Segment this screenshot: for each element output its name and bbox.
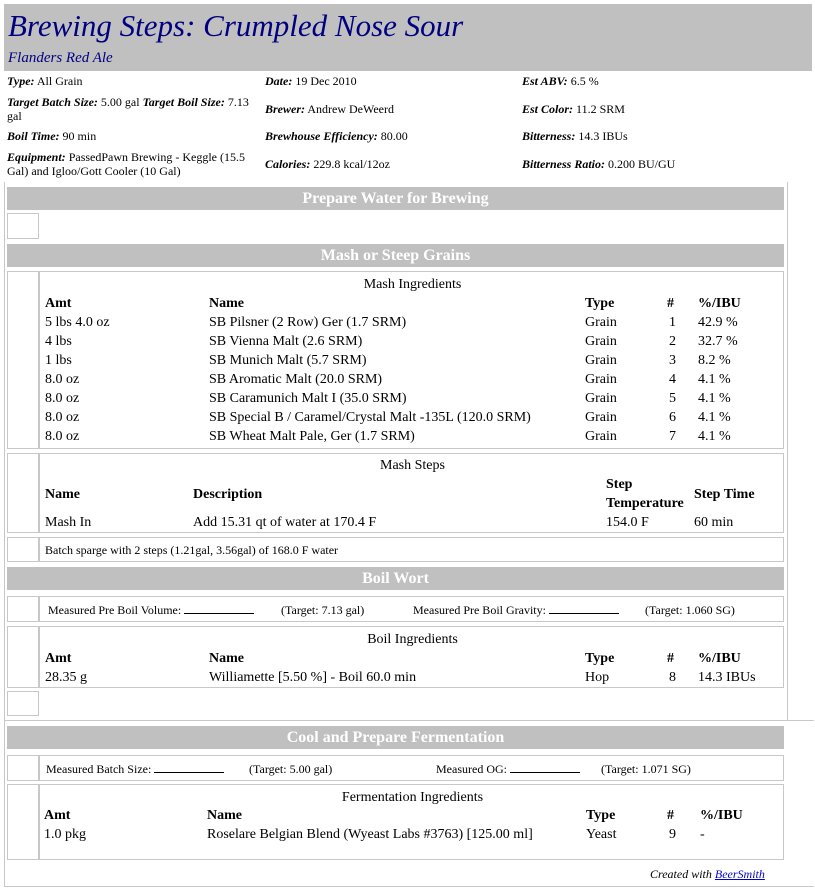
measured-batch-size: Measured Batch Size: [46,762,224,777]
col-type: Type [586,808,616,823]
col-name: Name [209,651,244,666]
col-type: Type [585,296,615,311]
info-color: Est Color: 11.2 SRM [522,102,625,116]
page-title: Brewing Steps: Crumpled Nose Sour [8,8,464,43]
section-boil: Boil Wort [7,567,784,590]
measured-og-target: (Target: 1.071 SG) [601,762,691,776]
col-pct: %/IBU [700,808,743,823]
col-name: Name [207,808,242,823]
info-batch-size: Target Batch Size: 5.00 gal Target Boil Size: 7.13 gal [7,95,249,123]
ferm-measure-checkbox[interactable] [7,755,39,781]
ferm-ingredients-table: Fermentation Ingredients Amt Name Type # %/IBU 1.0 pkg Roselare Belgian Blend (Wyeast Labs #3763) [125.00 ml] Yeast 9 - [39,784,784,860]
pre-boil-gravity-blank[interactable] [549,613,619,614]
mash-ingredients-checkbox[interactable] [7,271,39,449]
info-boil-time: Boil Time: 90 min [7,129,97,143]
mash-steps-checkbox[interactable] [7,453,39,533]
pre-boil-gravity: Measured Pre Boil Gravity: [413,603,619,618]
frame-left [4,182,5,720]
section-cool: Cool and Prepare Fermentation [7,726,784,749]
beersmith-link[interactable]: BeerSmith [714,867,765,881]
col-amt: Amt [44,808,71,823]
pre-boil-volume-target: (Target: 7.13 gal) [281,603,365,617]
mash-steps-table: Mash Steps Name Description Step Temperature Step Time Mash In Add 15.31 qt of water at 170.4 F 154.0 F 60 min [39,453,784,533]
col-name: Name [209,296,244,311]
frame-right [787,182,788,720]
mash-ingredients-title: Mash Ingredients [363,277,462,292]
col-step-time: Step Time [694,487,755,502]
sparge-text: Batch sparge with 2 steps (1.21gal, 3.56gal) of 168.0 F water [45,543,339,557]
col-amt: Amt [45,296,72,311]
mash-ingredients-table: Mash Ingredients Amt Name Type # %/IBU 5 lbs 4.0 oz SB Pilsner (2 Row) Ger (1.7 SRM) Grain 1 42.9 % 4 lbs SB Vienna Malt (2.6 SRM) Grain 2 32.7 % 1 lbs SB Munich Malt (5.7 SRM) Grain 3 8.2 % 8.0 oz SB Aromatic Malt (20.0 SRM) Grain 4 4.1 % 8.0 oz SB Caramunich Malt I (35.0 SRM) Grain 5 4.1 % 8.0 oz SB Special B / Caramel/Crystal Malt -135L (120.0 SRM) Grain 6 4.1 % 8.0 oz SB Wheat Malt Pale, Ger (1.7 SRM) Grain 7 4.1 % [39,271,784,449]
footer-credit: Created with BeerSmith [650,867,765,881]
col-num: # [667,651,674,666]
boil-ingredients-checkbox[interactable] [7,626,39,688]
info-bitterness: Bitterness: 14.3 IBUs [522,129,628,143]
measured-og-blank[interactable] [510,772,580,773]
col-num: # [667,808,674,823]
info-efficiency: Brewhouse Efficiency: 80.00 [265,129,408,143]
boil-extra-checkbox[interactable] [7,691,39,716]
water-checkbox[interactable] [7,213,39,239]
frame-divider [4,720,814,721]
measured-og: Measured OG: [436,762,580,777]
col-step-temp-1: Step [606,477,633,492]
info-type: Type: All Grain [7,74,83,88]
pre-boil-volume-blank[interactable] [184,613,254,614]
info-date: Date: 19 Dec 2010 [265,74,357,88]
measured-batch-size-blank[interactable] [154,772,224,773]
pre-boil-volume: Measured Pre Boil Volume: [48,603,254,618]
col-pct: %/IBU [698,296,741,311]
ferm-ingredients-title: Fermentation Ingredients [341,790,484,805]
info-brewer: Brewer: Andrew DeWeerd [265,102,395,116]
section-mash: Mash or Steep Grains [7,244,784,267]
sparge-checkbox[interactable] [7,537,39,562]
info-equipment: Equipment: PassedPawn Brewing - Keggle (15.5 Gal) and Igloo/Gott Cooler (10 Gal) [7,150,245,178]
col-step-desc: Description [193,487,263,502]
page-subtitle: Flanders Red Ale [8,50,113,66]
col-step-temp-2: Temperature [606,496,684,511]
info-bitterness-ratio: Bitterness Ratio: 0.200 BU/GU [522,157,676,171]
col-amt: Amt [45,651,72,666]
col-pct: %/IBU [698,651,741,666]
ferm-ingredients-checkbox[interactable] [7,784,39,860]
col-type: Type [585,651,615,666]
pre-boil-gravity-target: (Target: 1.060 SG) [645,603,735,617]
info-calories: Calories: 229.8 kcal/12oz [265,157,390,171]
boil-ingredients-table: Boil Ingredients Amt Name Type # %/IBU 28.35 g Williamette [5.50 %] - Boil 60.0 min Hop 8 14.3 IBUs [39,626,784,688]
boil-measure-checkbox[interactable] [7,596,39,622]
info-abv: Est ABV: 6.5 % [522,74,599,88]
boil-ingredients-title: Boil Ingredients [367,632,458,647]
mash-steps-title: Mash Steps [380,458,445,473]
measured-batch-target: (Target: 5.00 gal) [249,762,333,776]
frame-left-lower [4,721,5,887]
col-step-name: Name [45,487,80,502]
ferm-measure-row [39,755,784,781]
col-num: # [667,296,674,311]
title-banner [4,4,812,71]
frame-bottom [4,886,814,887]
boil-measure-row [39,596,784,622]
section-prepare-water: Prepare Water for Brewing [7,187,784,210]
sparge-row [39,537,784,562]
